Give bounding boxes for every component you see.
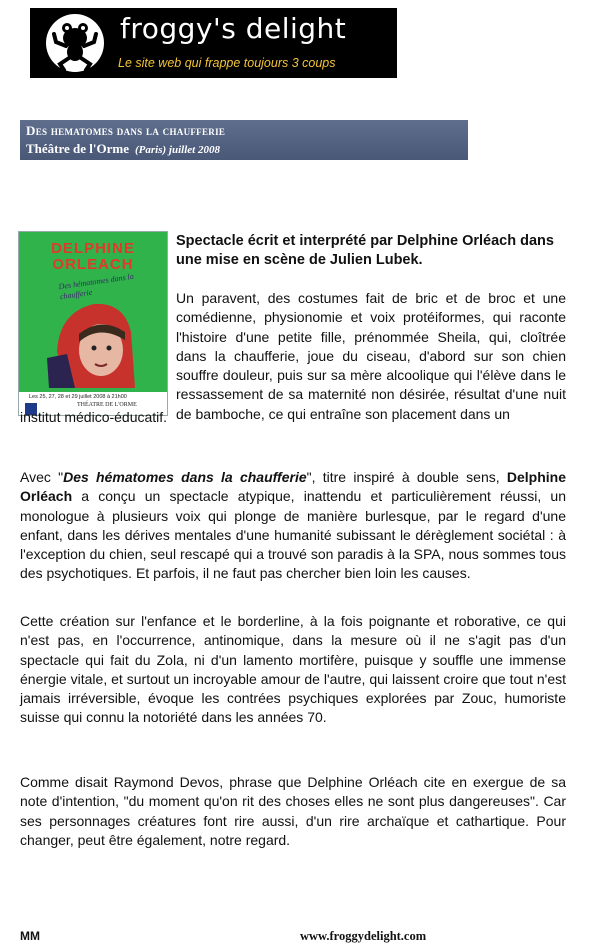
site-tagline: Le site web qui frappe toujours 3 coups bbox=[118, 56, 336, 70]
poster-subtitle: Des hématomes dans la chaufferie bbox=[58, 271, 135, 302]
site-url-link[interactable]: www.froggydelight.com bbox=[300, 929, 427, 943]
author-initials: MM bbox=[20, 929, 40, 943]
venue-location-date: (Paris) juillet 2008 bbox=[135, 144, 220, 156]
poster-name-line1: DELPHINE bbox=[51, 240, 135, 257]
article-paragraph-4: Comme disait Raymond Devos, phrase que Delphine Orléach cite en exergue de sa note d'intention, "du moment qu'on rit des choses elles ne sont plus dangereuses". Car ses personnages créatures font rire aussi, d'un rire archaïque et cathartique. Pour changer, peut être également, notre regard. bbox=[20, 774, 566, 848]
article-paragraph-2 bbox=[20, 468, 566, 584]
article-title: Des hematomes dans la chaufferie bbox=[26, 123, 226, 138]
poster-dates: Les 25, 27, 28 et 29 juillet 2008 à 21h00 bbox=[29, 394, 127, 400]
frog-logo-icon bbox=[44, 12, 106, 74]
article-paragraph-1: Un paravent, des costumes fait de bric et de broc et une comédienne, physionomie et voix protéiformes, qui raconte l'histoire d'une petite fille, prénommée Sheila, qui, cloîtrée dans la chaufferie, joue du ciseau, d'abord sur son chien souffre douleur, puis sur sa mère alcoolique qui l'élève dans le ressassement de sa maternité non désirée, résultat d'une nuit de bamboche, ce qui entraîne son placement dans un bbox=[176, 290, 566, 422]
article-intro: Spectacle écrit et interprété par Delphine Orléach dans une mise en scène de Julien Lubek. bbox=[176, 233, 554, 268]
p2-show-title: Des hématomes dans la chaufferie bbox=[63, 469, 307, 485]
p2-text-a: Avec " bbox=[20, 469, 64, 485]
p2-text-b: ", titre inspiré à double sens, bbox=[306, 469, 507, 485]
article-paragraph-1-end: institut médico-éducatif. bbox=[20, 409, 168, 425]
poster-theatre: THÉATRE DE L'ORME bbox=[77, 402, 137, 408]
p2-author-name: Delphine Orléach bbox=[20, 469, 566, 505]
p2-text-c: a conçu un spectacle atypique, inattendu et particulièrement réussi, un monologue à plusieurs voix qui plonge de manière burlesque, par le regard d'une enfant, dans les dérives mentales d'une humanité subissant le dérèglement sociétal : à l'exception du chien, seul rescapé qui a trouvé son paradis à la SPA, nous sommes tous des psychotiques. Et parfois, il ne faut pas chercher bien loin les causes. bbox=[20, 488, 566, 582]
site-banner bbox=[30, 8, 397, 78]
poster-name-line2: ORLEACH bbox=[52, 256, 134, 273]
article-title-bar bbox=[20, 120, 468, 160]
article-venue-line bbox=[26, 141, 220, 157]
show-poster bbox=[18, 231, 168, 416]
site-name: froggy's delight bbox=[120, 12, 347, 45]
article-paragraph-3: Cette création sur l'enfance et le borderline, à la fois poignante et roborative, ce qui n'est pas, en l'occurrence, antinomique, dans la mesure où il ne s'agit pas d'un spectacle qui fait du Zola, ni d'un lamento mortifère, puisque y souffle une immense énergie vitale, et surtout un incroyable amour de l'autre, qui laissent croire que tout n'est jamais irréversible, évoque les contrées psychiques explorées par Zouc, humoriste suisse qui connu la notoriété dans les années 70. bbox=[20, 613, 566, 726]
venue-name: Théâtre de l'Orme bbox=[26, 141, 130, 156]
poster-figure-image bbox=[39, 292, 139, 388]
